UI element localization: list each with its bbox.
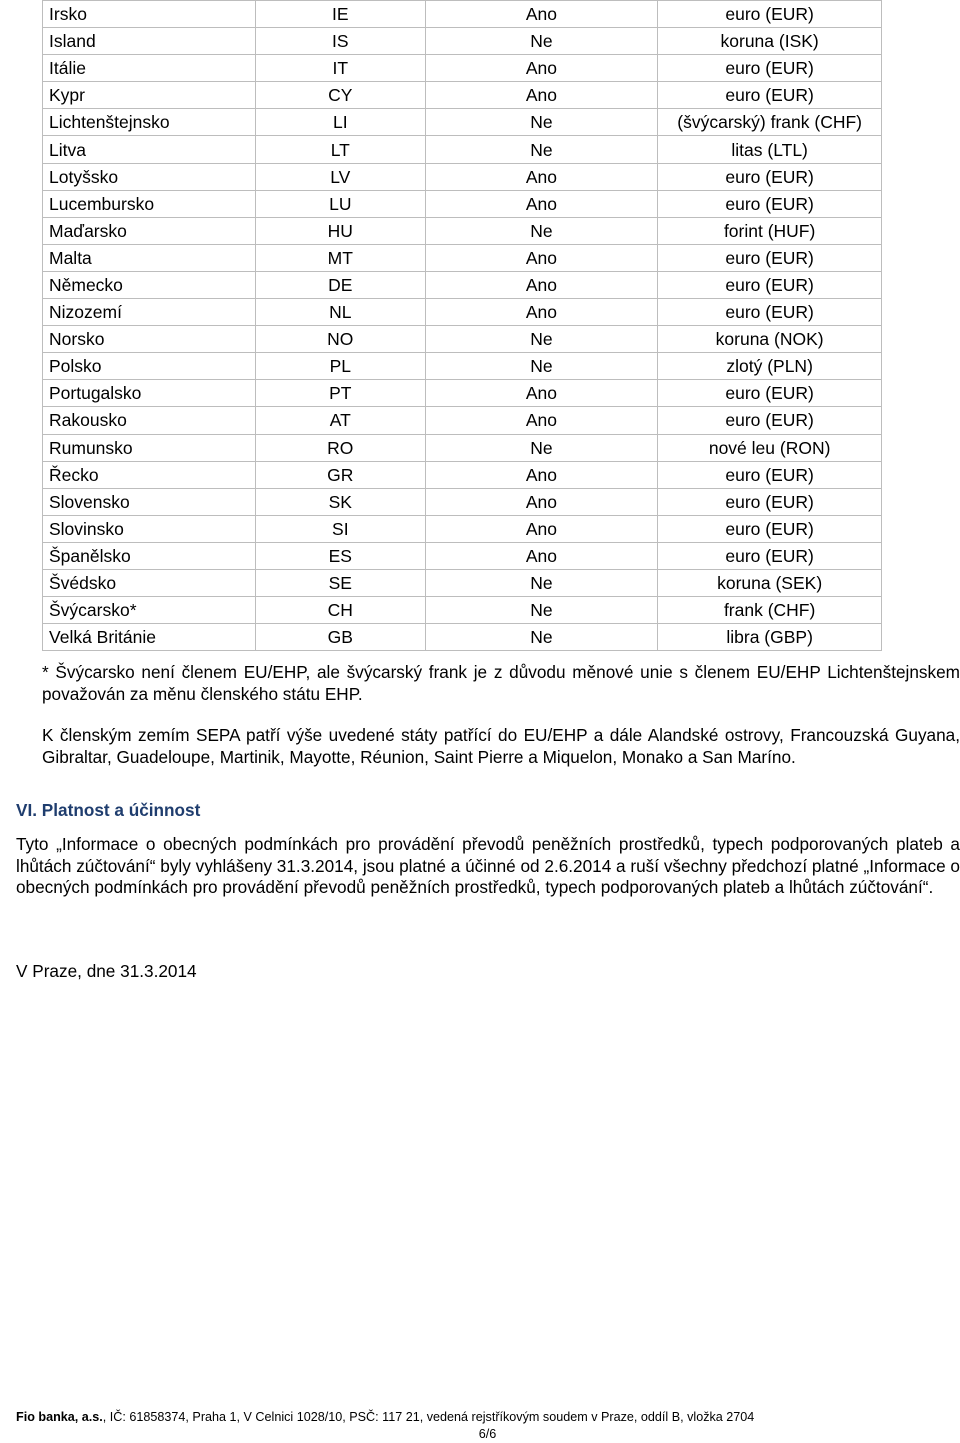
cell-euro-member: Ne xyxy=(425,136,658,163)
cell-euro-member: Ne xyxy=(425,434,658,461)
table-row xyxy=(43,488,882,515)
cell-country: Rumunsko xyxy=(43,434,256,461)
table-row xyxy=(43,136,882,163)
section-title: Platnost a účinnost xyxy=(41,800,201,820)
cell-code: PT xyxy=(256,380,425,407)
cell-currency: koruna (SEK) xyxy=(658,569,882,596)
cell-currency: koruna (ISK) xyxy=(658,28,882,55)
cell-euro-member: Ano xyxy=(425,55,658,82)
cell-code: AT xyxy=(256,407,425,434)
cell-currency: litas (LTL) xyxy=(658,136,882,163)
cell-currency: euro (EUR) xyxy=(658,380,882,407)
cell-currency: euro (EUR) xyxy=(658,407,882,434)
cell-country: Norsko xyxy=(43,326,256,353)
cell-currency: euro (EUR) xyxy=(658,190,882,217)
cell-code: HU xyxy=(256,217,425,244)
table-row xyxy=(43,407,882,434)
cell-code: IT xyxy=(256,55,425,82)
cell-country: Velká Británie xyxy=(43,624,256,651)
cell-country: Slovensko xyxy=(43,488,256,515)
cell-currency: koruna (NOK) xyxy=(658,326,882,353)
table-row xyxy=(43,109,882,136)
cell-code: LU xyxy=(256,190,425,217)
cell-currency: euro (EUR) xyxy=(658,515,882,542)
cell-code: GR xyxy=(256,461,425,488)
cell-currency: euro (EUR) xyxy=(658,1,882,28)
section-number: VI. xyxy=(16,800,38,820)
cell-code: CY xyxy=(256,82,425,109)
cell-euro-member: Ano xyxy=(425,271,658,298)
cell-code: ES xyxy=(256,542,425,569)
cell-currency: euro (EUR) xyxy=(658,163,882,190)
cell-currency: euro (EUR) xyxy=(658,461,882,488)
cell-code: SI xyxy=(256,515,425,542)
table-row xyxy=(43,163,882,190)
cell-country: Španělsko xyxy=(43,542,256,569)
cell-euro-member: Ne xyxy=(425,326,658,353)
cell-country: Malta xyxy=(43,244,256,271)
cell-country: Kypr xyxy=(43,82,256,109)
cell-currency: euro (EUR) xyxy=(658,271,882,298)
page-footer xyxy=(16,1409,754,1425)
cell-country: Itálie xyxy=(43,55,256,82)
cell-euro-member: Ne xyxy=(425,569,658,596)
section-heading xyxy=(16,800,200,822)
table-row xyxy=(43,569,882,596)
cell-country: Slovinsko xyxy=(43,515,256,542)
cell-country: Švédsko xyxy=(43,569,256,596)
cell-code: NL xyxy=(256,299,425,326)
cell-code: RO xyxy=(256,434,425,461)
cell-currency: euro (EUR) xyxy=(658,299,882,326)
cell-code: SK xyxy=(256,488,425,515)
cell-currency: euro (EUR) xyxy=(658,488,882,515)
page-number: 6/6 xyxy=(478,1427,497,1441)
cell-code: IE xyxy=(256,1,425,28)
cell-country: Lucembursko xyxy=(43,190,256,217)
cell-code: LI xyxy=(256,109,425,136)
validity-paragraph: Tyto „Informace o obecných podmínkách pro provádění převodů peněžních prostředků, typech podporovaných plateb a lhůtách zúčtování“ byly vyhlášeny 31.3.2014, jsou platné a účinné od 2.6.2014 a ruší všechny předchozí platné „Informace o obecných podmínkách pro provádění převodů peněžních prostředků, typech podporovaných plateb a lhůtách zúčtování“. xyxy=(16,834,960,897)
cell-country: Litva xyxy=(43,136,256,163)
cell-code: SE xyxy=(256,569,425,596)
cell-euro-member: Ano xyxy=(425,488,658,515)
cell-currency: euro (EUR) xyxy=(658,542,882,569)
cell-euro-member: Ano xyxy=(425,190,658,217)
cell-country: Lichtenštejnsko xyxy=(43,109,256,136)
cell-country: Polsko xyxy=(43,353,256,380)
cell-currency: euro (EUR) xyxy=(658,82,882,109)
cell-code: IS xyxy=(256,28,425,55)
cell-country: Island xyxy=(43,28,256,55)
cell-euro-member: Ne xyxy=(425,353,658,380)
cell-code: CH xyxy=(256,597,425,624)
table-row xyxy=(43,515,882,542)
cell-euro-member: Ne xyxy=(425,597,658,624)
cell-country: Nizozemí xyxy=(43,299,256,326)
cell-currency: (švýcarský) frank (CHF) xyxy=(658,109,882,136)
cell-currency: forint (HUF) xyxy=(658,217,882,244)
cell-euro-member: Ano xyxy=(425,542,658,569)
footer-company: Fio banka, a.s. xyxy=(16,1410,103,1424)
footer-details: , IČ: 61858374, Praha 1, V Celnici 1028/10, PSČ: 117 21, vedená rejstříkovým soudem v Praze, oddíl B, vložka 2704 xyxy=(102,1410,755,1424)
cell-currency: euro (EUR) xyxy=(658,244,882,271)
cell-euro-member: Ano xyxy=(425,1,658,28)
cell-code: DE xyxy=(256,271,425,298)
table-row xyxy=(43,271,882,298)
table-row xyxy=(43,461,882,488)
cell-code: PL xyxy=(256,353,425,380)
table-row xyxy=(43,542,882,569)
cell-euro-member: Ano xyxy=(425,461,658,488)
cell-euro-member: Ano xyxy=(425,163,658,190)
date-line: V Praze, dne 31.3.2014 xyxy=(16,961,197,981)
cell-country: Německo xyxy=(43,271,256,298)
cell-country: Švýcarsko* xyxy=(43,597,256,624)
cell-country: Maďarsko xyxy=(43,217,256,244)
table-row xyxy=(43,434,882,461)
cell-euro-member: Ne xyxy=(425,28,658,55)
cell-euro-member: Ne xyxy=(425,624,658,651)
table-row xyxy=(43,190,882,217)
cell-currency: nové leu (RON) xyxy=(658,434,882,461)
cell-currency: euro (EUR) xyxy=(658,55,882,82)
cell-euro-member: Ano xyxy=(425,407,658,434)
cell-code: LV xyxy=(256,163,425,190)
cell-euro-member: Ano xyxy=(425,299,658,326)
cell-country: Irsko xyxy=(43,1,256,28)
cell-country: Řecko xyxy=(43,461,256,488)
cell-country: Portugalsko xyxy=(43,380,256,407)
cell-country: Rakousko xyxy=(43,407,256,434)
cell-code: MT xyxy=(256,244,425,271)
cell-currency: libra (GBP) xyxy=(658,624,882,651)
table-body xyxy=(43,1,882,651)
sepa-territories-paragraph: K členským zemím SEPA patří výše uvedené státy patřící do EU/EHP a dále Alandské ostrovy, Francouzská Guyana, Gibraltar, Guadeloupe, Martinik, Mayotte, Réunion, Saint Pierre a Miquelon, Monako a San Maríno. xyxy=(42,725,960,767)
table-row xyxy=(43,244,882,271)
table-row xyxy=(43,380,882,407)
table-row xyxy=(43,82,882,109)
cell-euro-member: Ano xyxy=(425,380,658,407)
footnote-switzerland: * Švýcarsko není členem EU/EHP, ale švýcarský frank je z důvodu měnové unie s členem EU/EHP Lichtenštejnskem považován za měnu členského státu EHP. xyxy=(42,662,960,704)
cell-currency: zlotý (PLN) xyxy=(658,353,882,380)
cell-country: Lotyšsko xyxy=(43,163,256,190)
cell-code: LT xyxy=(256,136,425,163)
cell-euro-member: Ano xyxy=(425,82,658,109)
table-row xyxy=(43,326,882,353)
table-row xyxy=(43,1,882,28)
table-row xyxy=(43,353,882,380)
cell-euro-member: Ne xyxy=(425,109,658,136)
cell-code: GB xyxy=(256,624,425,651)
cell-euro-member: Ne xyxy=(425,217,658,244)
table-row xyxy=(43,299,882,326)
table-row xyxy=(43,217,882,244)
table-row xyxy=(43,55,882,82)
table-row xyxy=(43,597,882,624)
table-row xyxy=(43,624,882,651)
cell-euro-member: Ano xyxy=(425,244,658,271)
cell-currency: frank (CHF) xyxy=(658,597,882,624)
cell-code: NO xyxy=(256,326,425,353)
sepa-countries-table xyxy=(42,0,882,651)
cell-euro-member: Ano xyxy=(425,515,658,542)
table-row xyxy=(43,28,882,55)
